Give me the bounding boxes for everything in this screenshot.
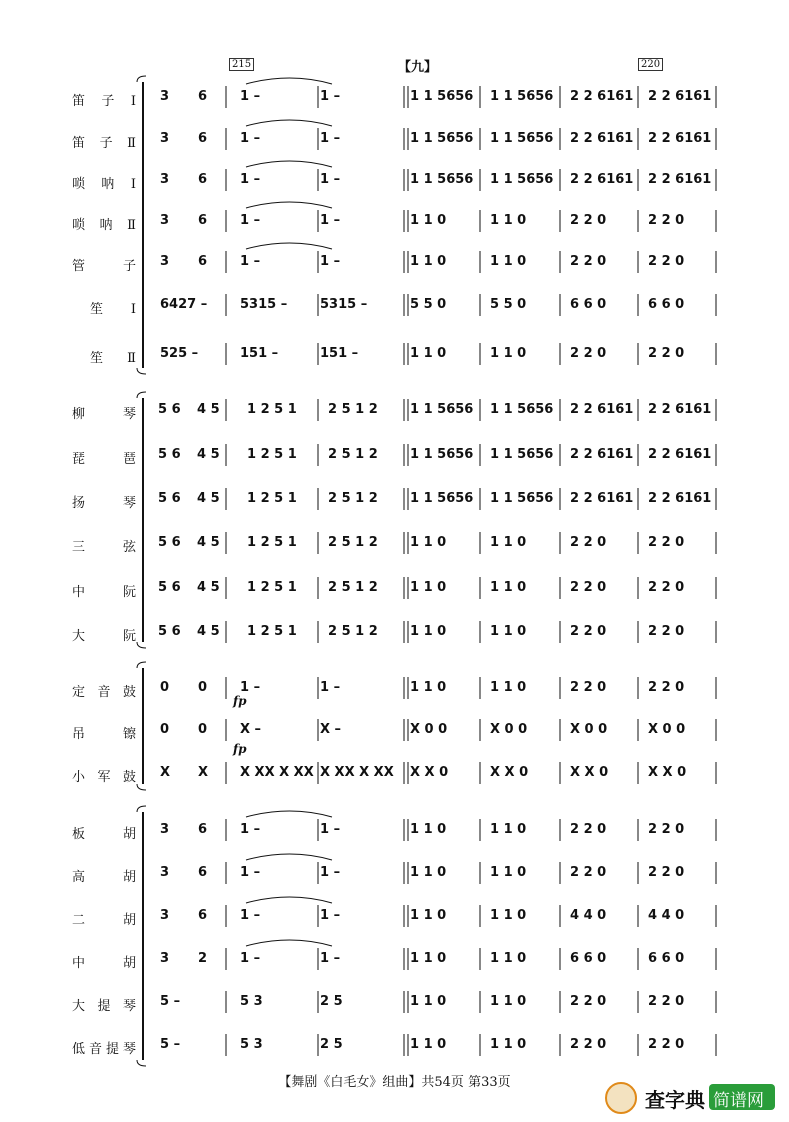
note-cell: 5 6 (158, 491, 181, 506)
note-cell: 5315 – (240, 297, 288, 312)
note-cell: 2 2 0 (648, 213, 685, 228)
note-cell: 2 2 0 (570, 994, 607, 1009)
note-cell: 1 1 0 (490, 535, 527, 550)
note-cell: 1 2 5 1 (247, 624, 297, 639)
tie-arc (246, 78, 332, 84)
note-cell: 2 2 6161 (570, 402, 634, 417)
note-cell: 1 1 0 (490, 254, 527, 269)
note-cell: 5 – (160, 994, 181, 1009)
instrument-label: 笛子Ⅰ (72, 94, 136, 109)
note-cell: 6 (198, 172, 208, 187)
note-cell: 1 1 5656 (490, 131, 554, 146)
note-cell: 3 (160, 908, 170, 923)
note-cell: 2 2 6161 (648, 131, 712, 146)
note-cell: 2 2 0 (570, 535, 607, 550)
instrument-label: 柳琴 (72, 407, 136, 422)
instrument-label: 扬琴 (72, 496, 136, 511)
note-cell: 1 – (320, 865, 341, 880)
note-cell: 4 5 (197, 535, 220, 550)
note-cell: 2 2 0 (570, 865, 607, 880)
watermark-brand: 查字典 (645, 1088, 705, 1112)
note-cell: 1 – (320, 131, 341, 146)
note-cell: 1 1 5656 (410, 402, 474, 417)
note-cell: 1 – (320, 680, 341, 695)
note-cell: 0 (160, 722, 170, 737)
note-cell: 2 (198, 951, 208, 966)
note-cell: 3 (160, 89, 170, 104)
note-cell: 5 5 0 (490, 297, 527, 312)
page-footer: 【舞剧《白毛女》组曲】共54页 第33页 (278, 1075, 511, 1090)
note-cell: 1 1 0 (410, 213, 447, 228)
note-cell: X XX X XX (320, 765, 394, 780)
note-cell: 3 (160, 131, 170, 146)
note-cell: 2 2 6161 (570, 131, 634, 146)
note-cell: 1 2 5 1 (247, 447, 297, 462)
note-cell: 2 2 0 (648, 680, 685, 695)
note-cell: 2 5 1 2 (328, 402, 378, 417)
note-cell: 2 5 1 2 (328, 491, 378, 506)
note-cell: 4 4 0 (570, 908, 607, 923)
note-cell: 2 2 0 (570, 346, 607, 361)
instrument-label: 笛子Ⅱ (72, 136, 136, 151)
note-cell: X X 0 (410, 765, 449, 780)
note-cell: 1 – (320, 951, 341, 966)
note-cell: 2 5 1 2 (328, 580, 378, 595)
note-cell: 2 2 0 (570, 254, 607, 269)
note-cell: X X 0 (490, 765, 529, 780)
tie-arc (246, 243, 332, 249)
instrument-label: 大提琴 (72, 999, 136, 1014)
note-cell: 1 2 5 1 (247, 402, 297, 417)
note-cell: 2 5 (320, 1037, 343, 1052)
note-cell: 1 1 0 (490, 346, 527, 361)
note-cell: 2 5 1 2 (328, 535, 378, 550)
note-cell: 1 – (240, 951, 261, 966)
note-cell: 525 – (160, 346, 199, 361)
note-cell: 151 – (240, 346, 279, 361)
note-cell: 1 – (320, 254, 341, 269)
watermark-logo (599, 1074, 779, 1118)
instrument-label: 吊镲 (72, 727, 136, 742)
tie-arc (246, 120, 332, 126)
note-cell: 2 2 6161 (648, 402, 712, 417)
tie-arc (246, 897, 332, 903)
note-cell: 1 1 5656 (490, 447, 554, 462)
note-cell: 1 1 0 (490, 1037, 527, 1052)
note-cell: 5315 – (320, 297, 368, 312)
instrument-label: 唢呐Ⅱ (72, 218, 136, 233)
note-cell: 5 6 (158, 402, 181, 417)
note-cell: 2 2 0 (648, 822, 685, 837)
note-cell: 2 5 1 2 (328, 447, 378, 462)
note-cell: 2 2 0 (648, 994, 685, 1009)
note-cell: 5 5 0 (410, 297, 447, 312)
note-cell: 5 6 (158, 535, 181, 550)
note-cell: 1 1 0 (490, 624, 527, 639)
note-cell: 2 2 6161 (648, 172, 712, 187)
note-cell: X 0 0 (490, 722, 528, 737)
note-cell: 0 (198, 722, 208, 737)
note-cell: X – (240, 722, 262, 737)
instrument-label: 二胡 (72, 913, 136, 928)
measure-number-215: 215 (229, 58, 254, 71)
note-cell: 2 2 6161 (570, 491, 634, 506)
note-cell: 6 (198, 822, 208, 837)
note-cell: X 0 0 (570, 722, 608, 737)
note-cell: 6 (198, 89, 208, 104)
instrument-label: 大阮 (72, 629, 136, 644)
note-cell: 1 1 0 (410, 535, 447, 550)
note-cell: 5 6 (158, 580, 181, 595)
tie-arc (246, 202, 332, 208)
note-cell: X X 0 (648, 765, 687, 780)
note-cell: 5 6 (158, 624, 181, 639)
note-cell: 151 – (320, 346, 359, 361)
note-cell: 2 2 0 (648, 254, 685, 269)
note-cell: 2 2 0 (648, 535, 685, 550)
note-cell: 6427 – (160, 297, 208, 312)
note-cell: 2 2 0 (648, 580, 685, 595)
note-cell: 2 2 0 (648, 865, 685, 880)
note-cell: 2 2 0 (648, 624, 685, 639)
note-cell: 6 6 0 (570, 297, 607, 312)
note-cell: 1 1 0 (410, 1037, 447, 1052)
note-cell: 1 – (240, 131, 261, 146)
instrument-label: 小军鼓 (72, 770, 136, 785)
note-cell: 1 – (240, 908, 261, 923)
instrument-label: 三弦 (72, 540, 136, 555)
note-cell: 3 (160, 865, 170, 880)
note-cell: 2 5 1 2 (328, 624, 378, 639)
note-cell: 3 (160, 172, 170, 187)
instrument-label: 板胡 (72, 827, 136, 842)
note-cell: 0 (198, 680, 208, 695)
note-cell: 1 – (320, 908, 341, 923)
note-cell: 5 3 (240, 994, 263, 1009)
note-cell: 6 (198, 254, 208, 269)
note-cell: 1 1 0 (490, 951, 527, 966)
dynamic-fp-1: fp (233, 694, 247, 708)
note-cell: 2 2 0 (570, 822, 607, 837)
note-cell: 4 5 (197, 491, 220, 506)
note-cell: 1 1 0 (490, 865, 527, 880)
instrument-label: 唢呐Ⅰ (72, 177, 136, 192)
note-cell: 1 1 0 (410, 580, 447, 595)
rehearsal-mark: 【九】 (398, 60, 438, 75)
note-cell: 6 6 0 (648, 951, 685, 966)
note-cell: 1 1 0 (490, 822, 527, 837)
note-cell: 6 (198, 131, 208, 146)
note-cell: 1 – (240, 172, 261, 187)
note-cell: 1 1 0 (410, 951, 447, 966)
measure-number-220: 220 (638, 58, 663, 71)
note-cell: 1 1 0 (490, 213, 527, 228)
note-cell: 2 5 (320, 994, 343, 1009)
note-cell: X (198, 765, 209, 780)
note-cell: 1 2 5 1 (247, 491, 297, 506)
note-cell: 2 2 6161 (648, 89, 712, 104)
note-cell: X 0 0 (410, 722, 448, 737)
note-cell: 3 (160, 254, 170, 269)
note-cell: 4 4 0 (648, 908, 685, 923)
note-cell: 2 2 0 (570, 580, 607, 595)
note-cell: 3 (160, 213, 170, 228)
note-cell: 1 2 5 1 (247, 580, 297, 595)
note-cell: X – (320, 722, 342, 737)
instrument-label: 定音鼓 (72, 685, 136, 700)
note-cell: 1 – (320, 89, 341, 104)
watermark-sub: 简谱网 (713, 1091, 764, 1111)
note-cell: 3 (160, 822, 170, 837)
note-cell: 1 1 5656 (490, 89, 554, 104)
note-cell: 1 1 0 (490, 994, 527, 1009)
note-cell: 2 2 6161 (570, 447, 634, 462)
tie-arc (246, 854, 332, 860)
note-cell: 6 6 0 (570, 951, 607, 966)
note-cell: 2 2 0 (570, 624, 607, 639)
instrument-label: 中阮 (72, 585, 136, 600)
note-cell: 6 (198, 213, 208, 228)
note-cell: X (160, 765, 171, 780)
note-cell: 2 2 6161 (648, 447, 712, 462)
note-cell: 6 (198, 908, 208, 923)
note-cell: 2 2 6161 (648, 491, 712, 506)
tie-arc (246, 940, 332, 946)
instrument-label: 管子 (72, 259, 136, 274)
note-cell: 2 2 6161 (570, 172, 634, 187)
note-cell: 1 1 5656 (490, 402, 554, 417)
note-cell: 1 1 5656 (490, 172, 554, 187)
note-cell: 1 1 5656 (410, 447, 474, 462)
note-cell: 1 – (240, 89, 261, 104)
note-cell: 6 6 0 (648, 297, 685, 312)
note-cell: 1 – (240, 822, 261, 837)
note-cell: 1 1 0 (490, 908, 527, 923)
note-cell: 1 1 0 (410, 994, 447, 1009)
note-cell: 1 1 0 (490, 580, 527, 595)
note-cell: 1 2 5 1 (247, 535, 297, 550)
instrument-label: 琵琶 (72, 452, 136, 467)
note-cell: 4 5 (197, 402, 220, 417)
note-cell: 6 (198, 865, 208, 880)
note-cell: X 0 0 (648, 722, 686, 737)
note-cell: 2 2 6161 (570, 89, 634, 104)
note-cell: 1 – (320, 822, 341, 837)
note-cell: 1 1 0 (410, 865, 447, 880)
note-cell: 1 – (240, 213, 261, 228)
note-cell: 1 – (240, 865, 261, 880)
instrument-label: 笙Ⅱ (90, 351, 136, 366)
instrument-label: 中胡 (72, 956, 136, 971)
instrument-label: 高胡 (72, 870, 136, 885)
note-cell: 2 2 0 (570, 680, 607, 695)
tie-arc (246, 811, 332, 817)
note-cell: 2 2 0 (648, 346, 685, 361)
instrument-label: 低音提琴 (72, 1042, 136, 1057)
note-cell: 5 – (160, 1037, 181, 1052)
note-cell: 4 5 (197, 624, 220, 639)
instrument-label: 笙Ⅰ (90, 302, 136, 317)
note-cell: 1 1 5656 (410, 491, 474, 506)
note-cell: 1 1 5656 (410, 131, 474, 146)
note-cell: 1 1 5656 (410, 172, 474, 187)
note-cell: X XX X XX (240, 765, 314, 780)
note-cell: 5 3 (240, 1037, 263, 1052)
note-cell: 0 (160, 680, 170, 695)
note-cell: 1 1 0 (410, 346, 447, 361)
note-cell: 1 – (320, 213, 341, 228)
note-cell: 1 1 0 (410, 254, 447, 269)
dynamic-fp-2: fp (233, 742, 247, 756)
note-cell: 1 – (240, 254, 261, 269)
note-cell: 1 – (240, 680, 261, 695)
note-cell: 1 1 0 (410, 908, 447, 923)
note-cell: 5 6 (158, 447, 181, 462)
note-cell: 4 5 (197, 580, 220, 595)
note-cell: 3 (160, 951, 170, 966)
tie-arc (246, 161, 332, 167)
note-cell: 2 2 0 (570, 213, 607, 228)
note-cell: 1 1 0 (490, 680, 527, 695)
note-cell: 1 1 0 (410, 822, 447, 837)
note-cell: 1 1 0 (410, 680, 447, 695)
note-cell: 2 2 0 (570, 1037, 607, 1052)
note-cell: 1 1 0 (410, 624, 447, 639)
note-cell: 1 1 5656 (410, 89, 474, 104)
note-cell: 2 2 0 (648, 1037, 685, 1052)
note-cell: 4 5 (197, 447, 220, 462)
note-cell: 1 1 5656 (490, 491, 554, 506)
note-cell: X X 0 (570, 765, 609, 780)
note-cell: 1 – (320, 172, 341, 187)
